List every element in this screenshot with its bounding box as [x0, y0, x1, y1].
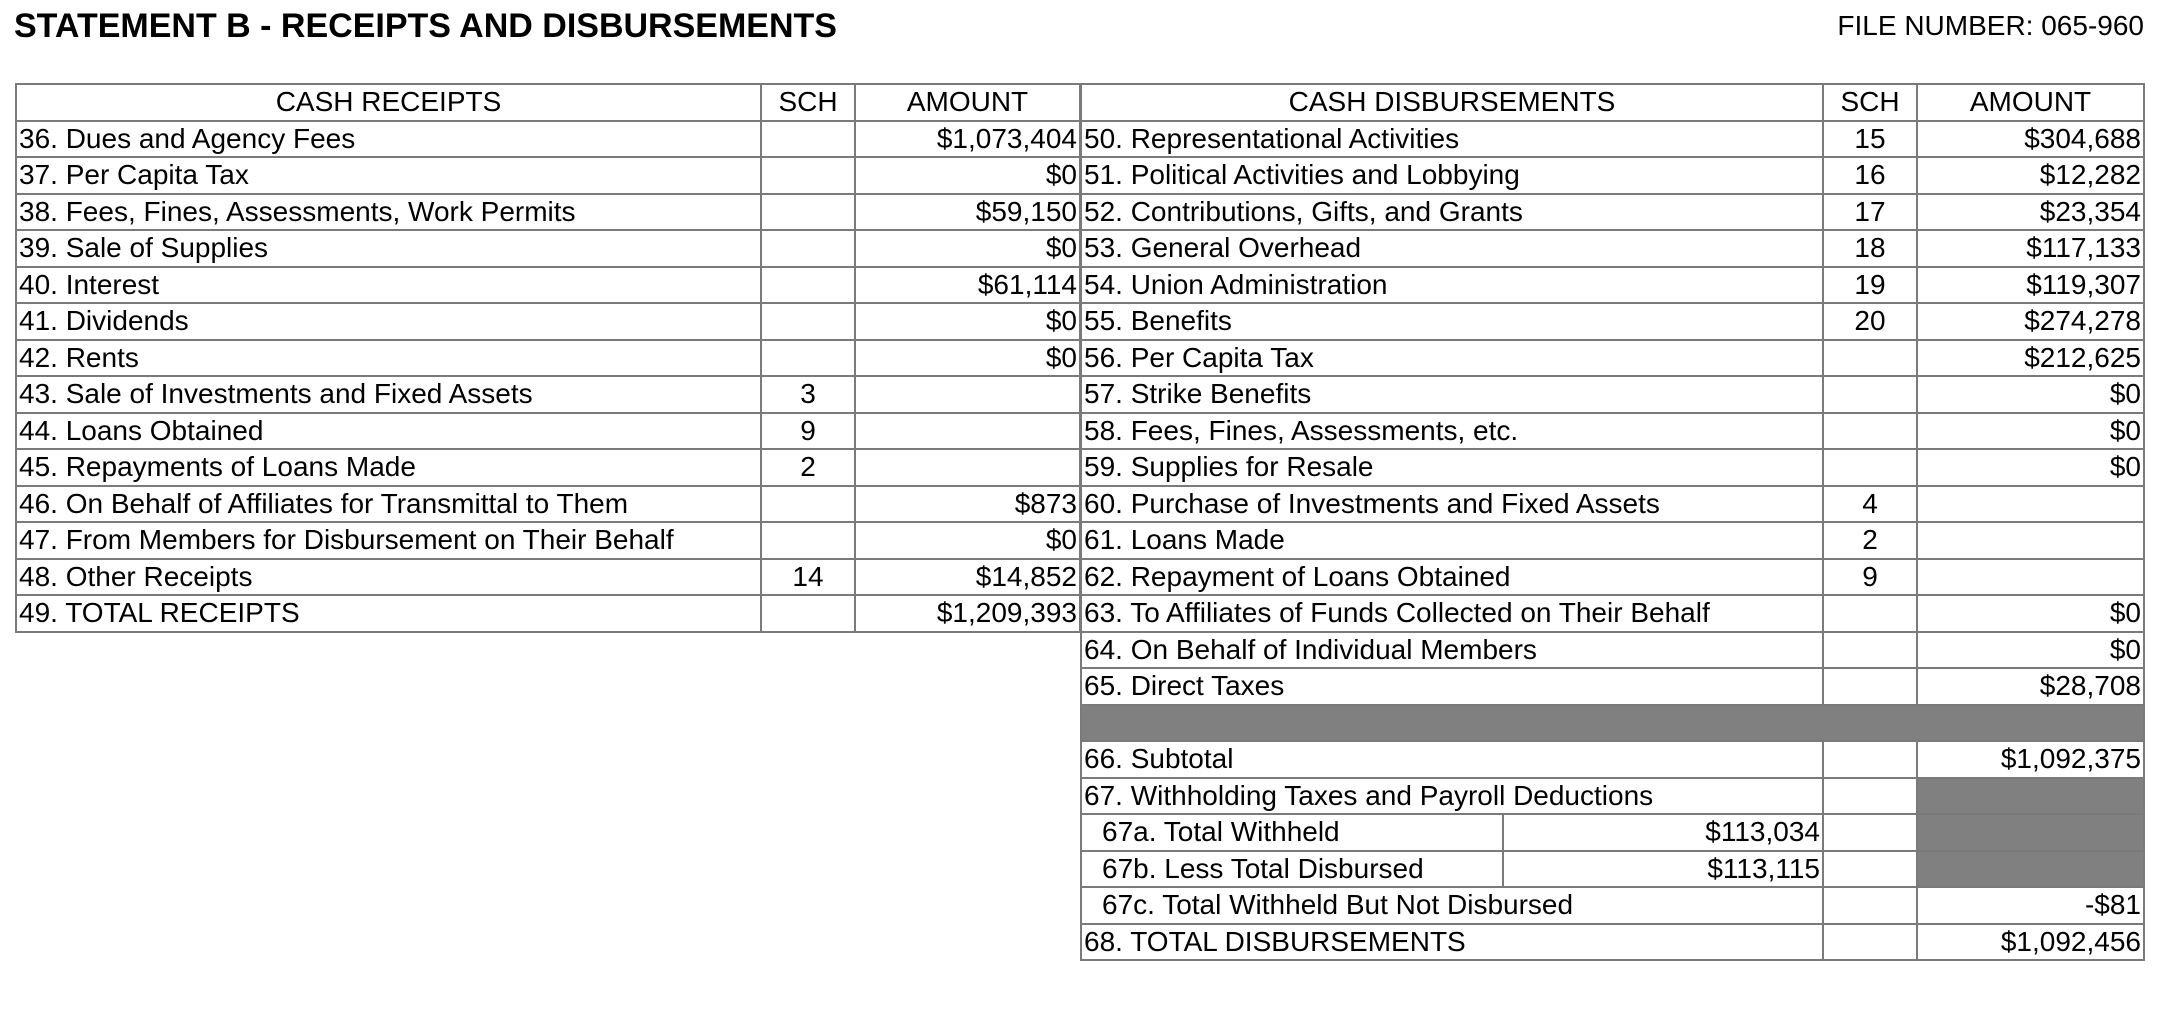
not-disbursed-label: 67c. Total Withheld But Not Disbursed	[1081, 887, 1823, 924]
disbursement-amount	[1917, 522, 2144, 559]
receipt-amount: $1,209,393	[855, 595, 1080, 632]
table-row	[1081, 522, 2144, 559]
less-disbursed-amount-shaded	[1917, 851, 2144, 888]
less-disbursed-row	[1081, 851, 2144, 888]
subtotal-amount: $1,092,375	[1917, 741, 2144, 778]
disbursements-amount-header: AMOUNT	[1917, 84, 2144, 121]
total-disbursements-label: 68. TOTAL DISBURSEMENTS	[1081, 924, 1823, 961]
disbursement-amount: $0	[1917, 632, 2144, 669]
table-row	[1081, 449, 2144, 486]
disbursement-amount: $12,282	[1917, 157, 2144, 194]
disbursement-sch: 19	[1823, 267, 1917, 304]
disbursement-label: 53. General Overhead	[1081, 230, 1823, 267]
disbursement-sch: 2	[1823, 522, 1917, 559]
receipts-header-row	[16, 84, 1080, 121]
subtotal-row	[1081, 741, 2144, 778]
disbursements-separator-row	[1081, 705, 2144, 742]
table-row	[1081, 194, 2144, 231]
disbursement-amount: $0	[1917, 413, 2144, 450]
disbursement-sch	[1823, 595, 1917, 632]
total-withheld-row	[1081, 814, 2144, 851]
receipt-amount: $873	[855, 486, 1080, 523]
disbursement-amount: $28,708	[1917, 668, 2144, 705]
receipts-sch-header: SCH	[761, 84, 855, 121]
table-row	[16, 340, 1080, 377]
disbursement-label: 63. To Affiliates of Funds Collected on Their Behalf	[1081, 595, 1823, 632]
withholding-row	[1081, 778, 2144, 815]
withholding-sch	[1823, 778, 1917, 815]
disbursement-sch	[1823, 632, 1917, 669]
not-disbursed-amount: -$81	[1917, 887, 2144, 924]
total-withheld-amount-shaded	[1917, 814, 2144, 851]
disbursement-sch	[1823, 413, 1917, 450]
table-row	[1081, 230, 2144, 267]
receipt-amount: $0	[855, 340, 1080, 377]
receipt-label: 36. Dues and Agency Fees	[16, 121, 761, 158]
disbursement-label: 62. Repayment of Loans Obtained	[1081, 559, 1823, 596]
disbursement-amount: $212,625	[1917, 340, 2144, 377]
receipt-label: 43. Sale of Investments and Fixed Assets	[16, 376, 761, 413]
table-row	[1081, 413, 2144, 450]
receipt-amount: $14,852	[855, 559, 1080, 596]
receipt-amount	[855, 413, 1080, 450]
table-row	[1081, 376, 2144, 413]
table-row	[1081, 121, 2144, 158]
table-row	[1081, 559, 2144, 596]
receipts-amount-header: AMOUNT	[855, 84, 1080, 121]
table-row	[16, 303, 1080, 340]
disbursement-label: 55. Benefits	[1081, 303, 1823, 340]
receipt-sch	[761, 340, 855, 377]
disbursement-amount: $304,688	[1917, 121, 2144, 158]
receipt-sch	[761, 595, 855, 632]
receipt-amount: $0	[855, 230, 1080, 267]
receipt-label: 40. Interest	[16, 267, 761, 304]
table-row	[16, 522, 1080, 559]
receipt-sch: 3	[761, 376, 855, 413]
disbursement-label: 58. Fees, Fines, Assessments, etc.	[1081, 413, 1823, 450]
table-row	[16, 157, 1080, 194]
table-row	[1081, 595, 2144, 632]
receipt-amount: $0	[855, 522, 1080, 559]
disbursement-label: 56. Per Capita Tax	[1081, 340, 1823, 377]
receipt-sch: 2	[761, 449, 855, 486]
disbursement-sch	[1823, 376, 1917, 413]
disbursement-amount: $0	[1917, 595, 2144, 632]
total-withheld-sch	[1823, 814, 1917, 851]
cash-receipts-table	[15, 83, 1081, 633]
table-row	[1081, 340, 2144, 377]
receipt-label: 45. Repayments of Loans Made	[16, 449, 761, 486]
disbursement-sch: 18	[1823, 230, 1917, 267]
receipt-label: 39. Sale of Supplies	[16, 230, 761, 267]
receipt-sch	[761, 522, 855, 559]
disbursement-sch: 16	[1823, 157, 1917, 194]
table-row	[16, 267, 1080, 304]
page-title: STATEMENT B - RECEIPTS AND DISBURSEMENTS	[14, 7, 837, 45]
receipt-amount	[855, 376, 1080, 413]
disbursement-label: 65. Direct Taxes	[1081, 668, 1823, 705]
disbursement-amount: $119,307	[1917, 267, 2144, 304]
disbursements-sch-header: SCH	[1823, 84, 1917, 121]
receipt-label: 44. Loans Obtained	[16, 413, 761, 450]
table-row	[1081, 668, 2144, 705]
less-disbursed-value: $113,115	[1503, 851, 1823, 888]
table-row	[16, 449, 1080, 486]
receipt-sch: 9	[761, 413, 855, 450]
disbursement-label: 50. Representational Activities	[1081, 121, 1823, 158]
total-withheld-value: $113,034	[1503, 814, 1823, 851]
disbursement-sch: 4	[1823, 486, 1917, 523]
disbursement-label: 59. Supplies for Resale	[1081, 449, 1823, 486]
withholding-label: 67. Withholding Taxes and Payroll Deductions	[1081, 778, 1823, 815]
not-disbursed-sch	[1823, 887, 1917, 924]
disbursement-label: 51. Political Activities and Lobbying	[1081, 157, 1823, 194]
cash-disbursements-table	[1080, 83, 2145, 961]
receipt-sch	[761, 230, 855, 267]
receipt-sch	[761, 157, 855, 194]
receipt-sch	[761, 486, 855, 523]
subtotal-sch	[1823, 741, 1917, 778]
disbursement-sch	[1823, 449, 1917, 486]
receipt-sch: 14	[761, 559, 855, 596]
table-row	[16, 376, 1080, 413]
table-row	[16, 194, 1080, 231]
disbursement-label: 57. Strike Benefits	[1081, 376, 1823, 413]
receipt-label: 41. Dividends	[16, 303, 761, 340]
table-row	[16, 413, 1080, 450]
disbursement-amount	[1917, 559, 2144, 596]
subtotal-label: 66. Subtotal	[1081, 741, 1823, 778]
total-disbursements-amount: $1,092,456	[1917, 924, 2144, 961]
separator-bar	[1081, 705, 2144, 742]
disbursement-amount: $0	[1917, 449, 2144, 486]
table-row	[16, 595, 1080, 632]
receipt-label: 46. On Behalf of Affiliates for Transmittal to Them	[16, 486, 761, 523]
disbursement-sch	[1823, 340, 1917, 377]
receipt-label: 38. Fees, Fines, Assessments, Work Permits	[16, 194, 761, 231]
disbursement-sch: 20	[1823, 303, 1917, 340]
disbursement-label: 54. Union Administration	[1081, 267, 1823, 304]
receipt-sch	[761, 121, 855, 158]
disbursement-sch: 15	[1823, 121, 1917, 158]
receipt-label: 48. Other Receipts	[16, 559, 761, 596]
disbursement-amount: $274,278	[1917, 303, 2144, 340]
disbursements-label-header: CASH DISBURSEMENTS	[1081, 84, 1823, 121]
receipt-amount	[855, 449, 1080, 486]
not-disbursed-row	[1081, 887, 2144, 924]
disbursement-amount: $117,133	[1917, 230, 2144, 267]
table-row	[16, 559, 1080, 596]
disbursement-label: 64. On Behalf of Individual Members	[1081, 632, 1823, 669]
receipt-label: 42. Rents	[16, 340, 761, 377]
receipts-label-header: CASH RECEIPTS	[16, 84, 761, 121]
less-disbursed-label: 67b. Less Total Disbursed	[1081, 851, 1503, 888]
file-number: FILE NUMBER: 065-960	[1837, 10, 2144, 41]
total-disbursements-row	[1081, 924, 2144, 961]
disbursement-sch: 9	[1823, 559, 1917, 596]
disbursement-sch: 17	[1823, 194, 1917, 231]
receipt-amount: $61,114	[855, 267, 1080, 304]
receipt-label: 37. Per Capita Tax	[16, 157, 761, 194]
table-row	[1081, 486, 2144, 523]
receipt-sch	[761, 303, 855, 340]
receipt-sch	[761, 194, 855, 231]
receipt-label: 49. TOTAL RECEIPTS	[16, 595, 761, 632]
disbursement-amount: $23,354	[1917, 194, 2144, 231]
receipt-amount: $0	[855, 303, 1080, 340]
table-row	[1081, 632, 2144, 669]
receipt-label: 47. From Members for Disbursement on Their Behalf	[16, 522, 761, 559]
disbursements-header-row	[1081, 84, 2144, 121]
receipt-amount: $59,150	[855, 194, 1080, 231]
total-withheld-label: 67a. Total Withheld	[1081, 814, 1503, 851]
less-disbursed-sch	[1823, 851, 1917, 888]
receipt-sch	[761, 267, 855, 304]
table-row	[1081, 303, 2144, 340]
disbursement-sch	[1823, 668, 1917, 705]
disbursement-amount: $0	[1917, 376, 2144, 413]
disbursement-label: 61. Loans Made	[1081, 522, 1823, 559]
table-row	[16, 486, 1080, 523]
receipt-amount: $0	[855, 157, 1080, 194]
receipt-amount: $1,073,404	[855, 121, 1080, 158]
table-row	[16, 230, 1080, 267]
disbursement-amount	[1917, 486, 2144, 523]
disbursement-label: 60. Purchase of Investments and Fixed Assets	[1081, 486, 1823, 523]
total-disbursements-sch	[1823, 924, 1917, 961]
withholding-amount-shaded	[1917, 778, 2144, 815]
table-row	[1081, 157, 2144, 194]
disbursement-label: 52. Contributions, Gifts, and Grants	[1081, 194, 1823, 231]
table-row	[16, 121, 1080, 158]
table-row	[1081, 267, 2144, 304]
